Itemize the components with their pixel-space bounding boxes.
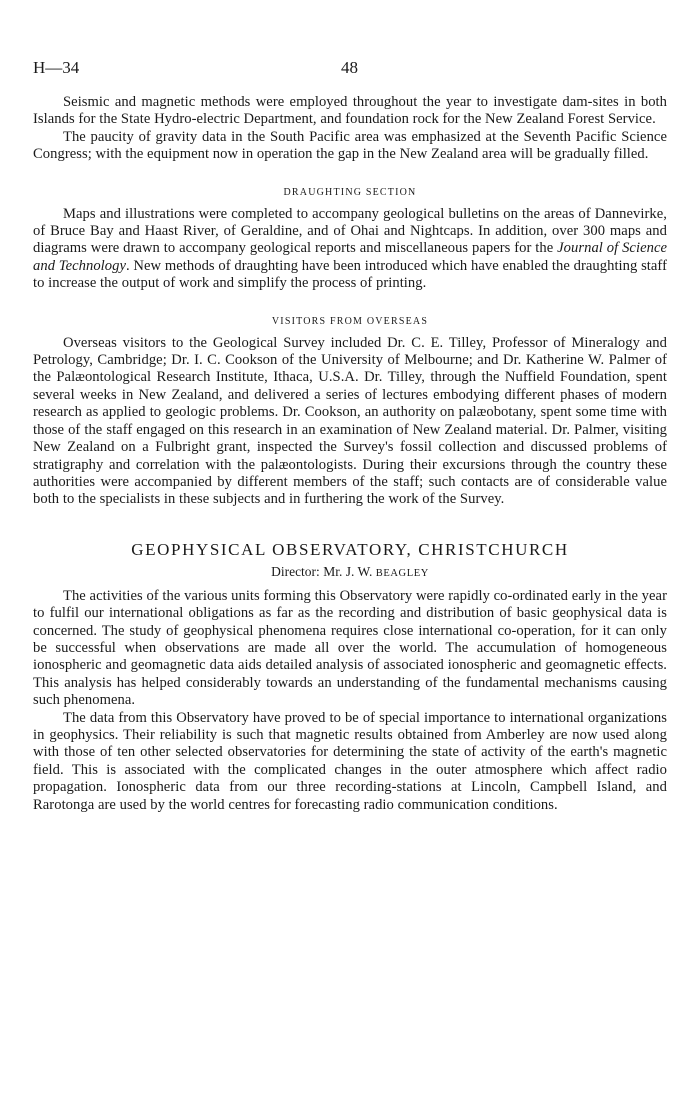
draughting-paragraph bbox=[33, 206, 667, 293]
observatory-title: GEOPHYSICAL OBSERVATORY, CHRISTCHURCH bbox=[131, 539, 569, 559]
document-reference: H—34 bbox=[33, 58, 80, 77]
intro-paragraph-seismic: Seismic and magnetic methods were employed throughout the year to investigate dam-sites in both Islands for the State Hydro-electric Department, and foundation rock for the New Zealand Forest Service. bbox=[33, 94, 667, 128]
observatory-paragraph-activities: The activities of the various units forming this Observatory were rapidly co-ordinated early in the year to fulfil our international obligations as far as the recording and distribution of basic geophysical data is concerned. The study of geophysical phenomena requires close international co-operation, for it can only be successful when observations are made all over the world. The accumulation of homogeneous ionospheric and geomagnetic data aids detailed analysis of associated ionospheric and geomagnetic effects. This analysis has helped considerably towards an understanding of the fundamental mechanisms causing such phenomena. bbox=[33, 587, 667, 709]
visitors-paragraph: Overseas visitors to the Geological Survey included Dr. C. E. Tilley, Professor of Mineralogy and Petrology, Cambridge; Dr. I. C. Cookson of the University of Melbourne; and Dr. Katherine W. Palmer of the Palæontological Research Institute, Ithaca, U.S.A. Dr. Tilley, through the Nuffield Foundation, spent several weeks in New Zealand, and delivered a series of lectures embodying different phases of modern research as applied to geologic problems. Dr. Cookson, an authority on palæobotany, spent some time with those of the staff engaged on this research in an examination of New Zealand material. Dr. Palmer, visiting New Zealand on a Fulbright grant, inspected the Survey's fossil collection and discussed problems of stratigraphy and correlation with the palæontologists. During their excursions through the country these authorities were accompanied by different members of the staff; such contacts are of considerable value both to the specialists in these subjects and in furthering the work of the Survey. bbox=[33, 334, 667, 508]
observatory-paragraph-data: The data from this Observatory have proved to be of special importance to international organizations in geophysics. Their reliability is such that magnetic results obtained from Amberley are now used along with those of ten other selected observatories for determining the state of activity of the earth's magnetic field. This is associated with the complicated changes in the outer atmosphere which affect radio propagation. Ionospheric data from our three recording-stations at Lincoln, Campbell Island, and Rarotonga are used by the world centres for forecasting radio communication conditions. bbox=[33, 709, 667, 813]
director-name: Mr. J. W. bbox=[323, 563, 373, 579]
page-number: 48 bbox=[341, 58, 358, 77]
section-heading-draughting: DRAUGHTING SECTION bbox=[283, 186, 417, 198]
director-label: Director: bbox=[271, 563, 320, 579]
intro-paragraph-gravity: The paucity of gravity data in the South Pacific area was emphasized at the Seventh Pacific Science Congress; with the equipment now in operation the gap in the New Zealand area will be gradually filled. bbox=[33, 128, 667, 163]
director-surname: BEAGLEY bbox=[375, 567, 429, 579]
section-heading-visitors: VISITORS FROM OVERSEAS bbox=[271, 315, 429, 327]
observatory-director bbox=[33, 564, 667, 580]
page-header bbox=[33, 58, 667, 82]
page-body bbox=[33, 94, 667, 814]
journal-title: Journal of Science and Technology bbox=[33, 240, 667, 274]
draughting-text-after: . New methods of draughting have been introduced which have enabled the draughting staff to increase the output of work and simplify the process of printing. bbox=[33, 257, 667, 292]
draughting-text-before: Maps and illustrations were completed to accompany geological bulletins on the areas of Dannevirke, of Bruce Bay and Haast River, of Geraldine, and of Ohai and Nightcaps. In addition, over 300 maps and diagrams were drawn to accompany geological reports and miscellaneous papers for the bbox=[33, 205, 667, 257]
